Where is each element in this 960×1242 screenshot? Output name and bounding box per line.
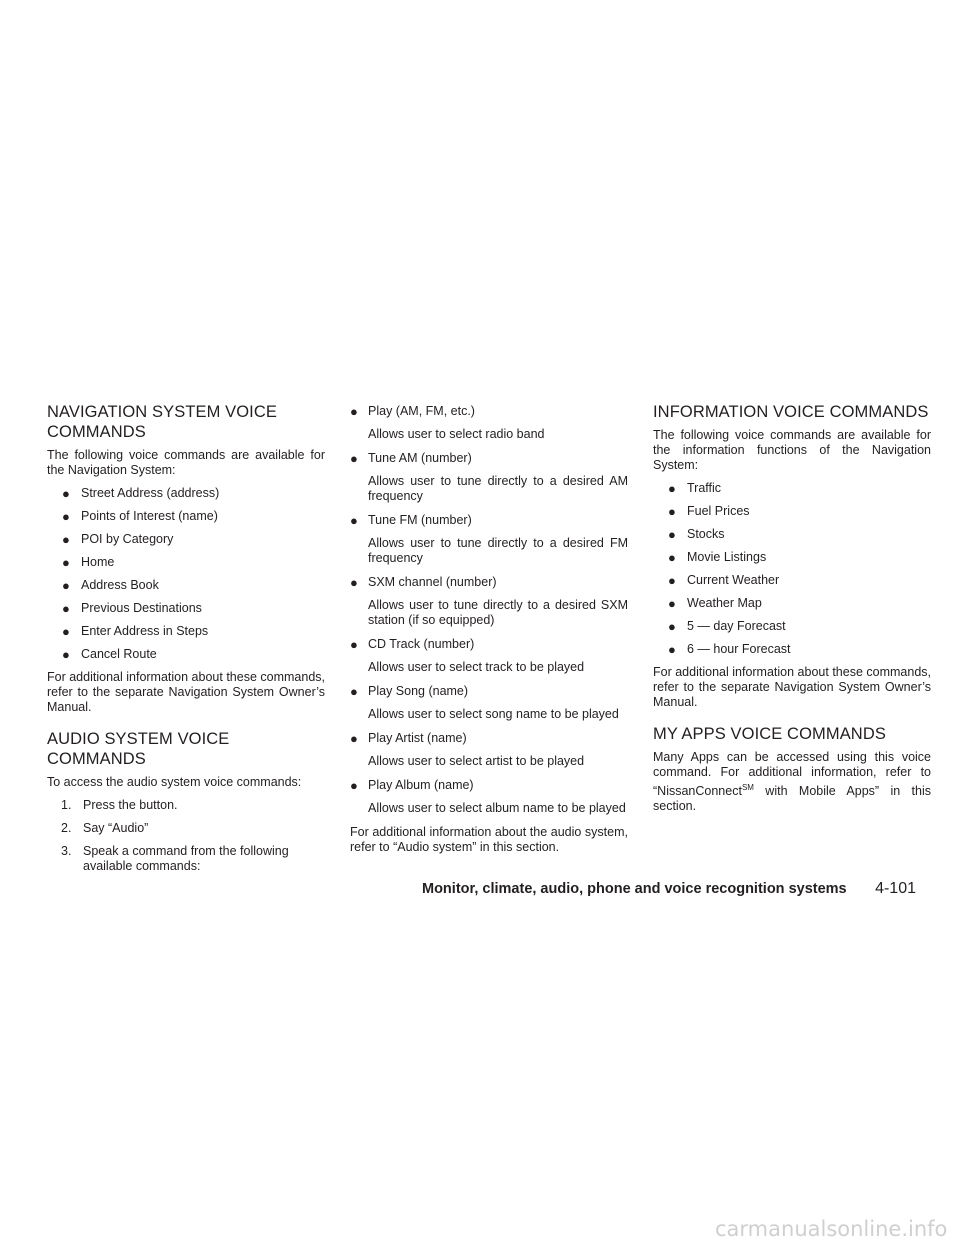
list-item-text: Weather Map bbox=[687, 596, 762, 610]
step-number: 1. bbox=[61, 798, 72, 812]
watermark-band bbox=[0, 1203, 960, 1242]
bullet-icon: ● bbox=[668, 642, 676, 657]
list-item-text: Stocks bbox=[687, 527, 725, 541]
bullet-icon: ● bbox=[668, 619, 676, 634]
bullet-icon: ● bbox=[668, 481, 676, 496]
list-item-text: Cancel Route bbox=[81, 647, 157, 661]
list-item-text: 6 — hour Forecast bbox=[687, 642, 791, 656]
list-item bbox=[653, 504, 931, 519]
step-item bbox=[47, 798, 325, 813]
list-item bbox=[653, 527, 931, 542]
bullet-icon: ● bbox=[62, 532, 70, 547]
bullet-icon: ● bbox=[350, 575, 358, 590]
list-item bbox=[350, 778, 628, 816]
bullet-icon: ● bbox=[668, 527, 676, 542]
bullet-icon: ● bbox=[668, 573, 676, 588]
list-item bbox=[47, 578, 325, 593]
list-item bbox=[653, 573, 931, 588]
list-item bbox=[350, 575, 628, 628]
bullet-icon: ● bbox=[350, 778, 358, 793]
bullet-icon: ● bbox=[668, 596, 676, 611]
list-item-text: Tune AM (number) bbox=[368, 451, 472, 465]
list-item bbox=[350, 731, 628, 769]
command-description: Allows user to tune directly to a desired FM frequency bbox=[368, 536, 628, 565]
list-item-text: POI by Category bbox=[81, 532, 174, 546]
column-middle bbox=[350, 404, 628, 863]
list-item-text: CD Track (number) bbox=[368, 637, 475, 651]
list-item bbox=[47, 509, 325, 524]
page-footer bbox=[422, 879, 916, 899]
step-item bbox=[47, 821, 325, 836]
information-heading: INFORMATION VOICE COMMANDS bbox=[653, 403, 929, 421]
step-number: 3. bbox=[61, 844, 72, 858]
step-text: Say “Audio” bbox=[83, 821, 149, 835]
list-item-text: Play Album (name) bbox=[368, 778, 474, 792]
list-item-text: Street Address (address) bbox=[81, 486, 220, 500]
list-item-text: Traffic bbox=[687, 481, 722, 495]
list-item bbox=[350, 404, 628, 442]
list-item-text: Tune FM (number) bbox=[368, 513, 472, 527]
bullet-icon: ● bbox=[350, 513, 358, 528]
bullet-icon: ● bbox=[350, 731, 358, 746]
information-command-list bbox=[653, 481, 931, 657]
list-item-text: Enter Address in Steps bbox=[81, 624, 209, 638]
list-item-text: Previous Destinations bbox=[81, 601, 202, 615]
navigation-outro: For additional information about these commands, refer to the separate Navigation System Owner’s Manual. bbox=[47, 670, 325, 714]
list-item bbox=[350, 451, 628, 504]
column-left bbox=[47, 402, 325, 882]
step-number: 2. bbox=[61, 821, 72, 835]
list-item bbox=[653, 481, 931, 496]
audio-heading: AUDIO SYSTEM VOICE COMMANDS bbox=[47, 730, 230, 768]
bullet-icon: ● bbox=[350, 451, 358, 466]
list-item bbox=[653, 619, 931, 634]
step-item bbox=[47, 844, 325, 874]
column-right bbox=[653, 402, 931, 822]
list-item bbox=[653, 642, 931, 657]
list-item bbox=[47, 601, 325, 616]
myapps-text: Many Apps can be accessed using this voice command. For additional information, refer to “NissanConnect℠ with Mobile Apps” in this section. bbox=[653, 750, 931, 813]
bullet-icon: ● bbox=[668, 504, 676, 519]
bullet-icon: ● bbox=[350, 684, 358, 699]
command-description: Allows user to tune directly to a desired SXM station (if so equipped) bbox=[368, 598, 628, 627]
command-description: Allows user to select artist to be played bbox=[368, 754, 585, 768]
bullet-icon: ● bbox=[62, 555, 70, 570]
audio-command-list bbox=[350, 404, 628, 816]
information-intro: The following voice commands are available for the information functions of the Navigation System: bbox=[653, 428, 931, 472]
bullet-icon: ● bbox=[62, 509, 70, 524]
bullet-icon: ● bbox=[62, 578, 70, 593]
list-item-text: Address Book bbox=[81, 578, 159, 592]
list-item bbox=[47, 532, 325, 547]
list-item-text: Play Song (name) bbox=[368, 684, 469, 698]
bullet-icon: ● bbox=[62, 647, 70, 662]
command-description: Allows user to select radio band bbox=[368, 427, 545, 441]
list-item-text: SXM channel (number) bbox=[368, 575, 497, 589]
service-mark: SM bbox=[741, 783, 754, 792]
list-item-text: Play (AM, FM, etc.) bbox=[368, 404, 475, 418]
navigation-intro: The following voice commands are available for the Navigation System: bbox=[47, 448, 325, 477]
list-item-text: Home bbox=[81, 555, 115, 569]
bullet-icon: ● bbox=[668, 550, 676, 565]
list-item-text: Movie Listings bbox=[687, 550, 767, 564]
bullet-icon: ● bbox=[62, 624, 70, 639]
list-item bbox=[350, 513, 628, 566]
myapps-heading: MY APPS VOICE COMMANDS bbox=[653, 725, 886, 743]
list-item bbox=[350, 684, 628, 722]
navigation-heading: NAVIGATION SYSTEM VOICE COMMANDS bbox=[47, 403, 277, 441]
command-description: Allows user to select album name to be played bbox=[368, 801, 626, 815]
bullet-icon: ● bbox=[350, 637, 358, 652]
command-description: Allows user to tune directly to a desired AM frequency bbox=[368, 474, 628, 503]
step-text: Speak a command from the following available commands: bbox=[83, 844, 289, 873]
step-text: Press the button. bbox=[83, 798, 178, 812]
list-item bbox=[47, 486, 325, 501]
list-item-text: Points of Interest (name) bbox=[81, 509, 218, 523]
list-item-text: 5 — day Forecast bbox=[687, 619, 786, 633]
list-item bbox=[350, 637, 628, 675]
list-item bbox=[47, 555, 325, 570]
bullet-icon: ● bbox=[62, 486, 70, 501]
list-item bbox=[653, 550, 931, 565]
command-description: Allows user to select song name to be played bbox=[368, 707, 619, 721]
watermark-text[interactable]: carmanualsonline.info bbox=[715, 1217, 948, 1241]
list-item bbox=[653, 596, 931, 611]
bullet-icon: ● bbox=[62, 601, 70, 616]
list-item bbox=[47, 647, 325, 662]
audio-steps-list bbox=[47, 798, 325, 874]
list-item-text: Play Artist (name) bbox=[368, 731, 467, 745]
footer-chapter-title: Monitor, climate, audio, phone and voice recognition systems bbox=[422, 881, 847, 897]
list-item bbox=[47, 624, 325, 639]
audio-intro: To access the audio system voice commands: bbox=[47, 775, 302, 789]
audio-outro: For additional information about the audio system, refer to “Audio system” in this section. bbox=[350, 825, 628, 854]
navigation-command-list bbox=[47, 486, 325, 662]
list-item-text: Current Weather bbox=[687, 573, 780, 587]
list-item-text: Fuel Prices bbox=[687, 504, 750, 518]
command-description: Allows user to select track to be played bbox=[368, 660, 585, 674]
page-number: 4-101 bbox=[875, 880, 916, 897]
bullet-icon: ● bbox=[350, 404, 358, 419]
information-outro: For additional information about these commands, refer to the separate Navigation System Owner’s Manual. bbox=[653, 665, 931, 709]
